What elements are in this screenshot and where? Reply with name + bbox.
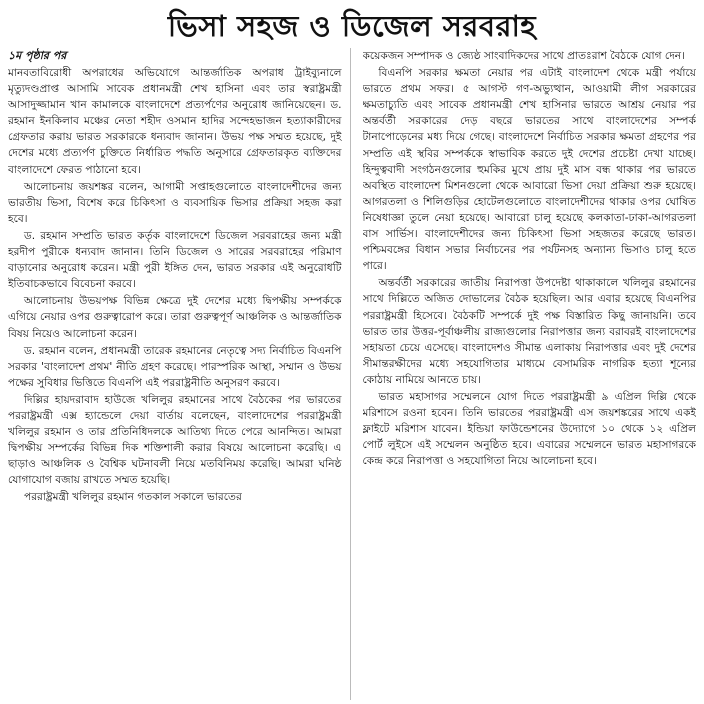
- paragraph: বিএনপি সরকার ক্ষমতা নেয়ার পর এটাই বাংলাদেশ থেকে মন্ত্রী পর্যায়ে ভারতে প্রথম সফর। ৫ আগস্ট গণ-অভ্যুত্থান, আওয়ামী লীগ সরকারের ক্ষমতাচ্যুতি এবং সাবেক প্রধানমন্ত্রী শেখ হাসিনার ভারতে আশ্রয় নেয়ার পর অন্তর্বর্তী সরকারের দেড় বছরে ভারতের সাথে বাংলাদেশের সম্পর্ক টানাপোড়েনের মধ্য দিয়ে গেছে। বাংলাদেশে নির্বাচিত সরকার ক্ষমতা গ্রহণের পর সম্প্রতি এই স্থবির সম্পর্ককে স্বাভাবিক করতে দুই দেশের প্রচেষ্টা দেখা যাচ্ছে। হিন্দুত্ববাদী সংগঠনগুলোর হুমকির মুখে প্রায় দুই মাস বন্ধ থাকার পর ভারতে অবস্থিত বাংলাদেশ মিশনগুলো থেকে আবারো ভিসা দেয়া প্রক্রিয়া শুরু হয়েছে। আগরতলা ও শিলিগুড়ির হোটেলগুলোতে বাংলাদেশীদের থাকার ওপর ঘোষিত নিষেধাজ্ঞা তুলে নেয়া হয়েছে। আবারো চালু হয়েছে কলকাতা-ঢাকা-আগরতলা বাস সার্ভিস। বাংলাদেশীদের জন্য চিকিৎসা ভিসা সহজতর করেছে ভারত। পশ্চিমবঙ্গের বিধান সভার নির্বাচনের পর পর্যটনসহ অন্যান্য ভিসাও চালু হতে পারে।: [362, 67, 696, 273]
- paragraph: অন্তর্বর্তী সরকারের জাতীয় নিরাপত্তা উপদেষ্টা থাকাকালে খলিলুর রহমানের সাথে দিল্লিতে অজিত দোভালের বৈঠক হয়েছিল। আর এবার হয়েছে বিএনপির পররাষ্ট্রমন্ত্রী হিসেবে। বৈঠকটি সম্পর্কে দুই পক্ষ বিস্তারিত কিছু জানায়নি। তবে ভারত তার উত্তর-পূর্বাঞ্চলীয় রাজ্যগুলোর নিরাপত্তার জন্য বরাবরই বাংলাদেশের সহায়তা চেয়ে এসেছে। বাংলাদেশও সীমান্ত এলাকায় নিরাপত্তার এবং দুই দেশের সীমান্তরক্ষীদের মধ্যে সহযোগিতার মাধ্যমে বেসামরিক নাগরিক হত্যা শূন্যের কোঠায় নামিয়ে আনতে চায়।: [362, 277, 696, 386]
- paragraph: ড. রহমান সম্প্রতি ভারত কর্তৃক বাংলাদেশে ডিজেল সরবরাহের জন্য মন্ত্রী হরদীপ পুরীকে ধন্যবাদ জানান। তিনি ডিজেল ও সারের সরবরাহের পরিমাণ বাড়ানোর অনুরোধ করেন। মন্ত্রী পুরী ইঙ্গিত দেন, ভারত সরকার এই অনুরোধটি ইতিবাচকভাবে বিবেচনা করবে।: [8, 229, 342, 291]
- left-column: [8, 48, 351, 700]
- paragraph: আলোচনায় উভয়পক্ষ বিভিন্ন ক্ষেত্রে দুই দেশের মধ্যে দ্বিপক্ষীয় সম্পর্ককে এগিয়ে নেয়ার ওপর গুরুত্বারোপ করে। তারা গুরুত্বপূর্ণ আঞ্চলিক ও আন্তর্জাতিক বিষয় নিয়েও আলোচনা করেন।: [8, 295, 342, 340]
- paragraph: আলোচনায় জয়শঙ্কর বলেন, আগামী সপ্তাহগুলোতে বাংলাদেশীদের জন্য ভারতীয় ভিসা, বিশেষ করে চিকিৎসা ও ব্যবসায়িক ভিসার প্রক্রিয়া সহজ করা হবে।: [8, 180, 342, 225]
- right-column: [363, 48, 697, 700]
- paragraph: মানবতাবিরোধী অপরাধের অভিযোগে আন্তর্জাতিক অপরাধ ট্রাইব্যুনালে মৃত্যুদণ্ডপ্রাপ্ত আসামি সাবেক প্রধানমন্ত্রী শেখ হাসিনা এবং তার স্বরাষ্ট্রমন্ত্রী আসাদুজ্জামান খান কামালকে বাংলাদেশে প্রত্যর্পণের অনুরোধ জানিয়েছেন। ড. রহমান ইনকিলাব মঞ্চের নেতা শহীদ ওসমান হাদির সন্দেহভাজন হত্যাকারীদের গ্রেফতার করায় ভারত সরকারকে ধন্যবাদ জানান। উভয় পক্ষ সম্মত হয়েছে, দুই দেশের মধ্যে প্রত্যর্পণ চুক্তিতে নির্ধারিত পদ্ধতি অনুসারে গ্রেফতারকৃত ব্যক্তিদের বাংলাদেশে ফেরত পাঠানো হবে।: [8, 67, 342, 176]
- article-body: [8, 48, 696, 700]
- headline: ভিসা সহজ ও ডিজেল সরবরাহ: [167, 9, 537, 43]
- paragraph: পররাষ্ট্রমন্ত্রী খলিলুর রহমান গতকাল সকালে ভারতের: [24, 491, 242, 504]
- paragraph: ভারত মহাসাগর সম্মেলনে যোগ দিতে পররাষ্ট্রমন্ত্রী ৯ এপ্রিল দিল্লি থেকে মরিশাসে রওনা হবেন। তিনি ভারতের পররাষ্ট্রমন্ত্রী এস জয়শঙ্করের সাথে একই ফ্লাইটে মরিশাস যাবেন। ইন্ডিয়া ফাউন্ডেশনের উদ্যোগে ১০ থেকে ১২ এপ্রিল পোর্ট লুইসে এই সম্মেলন অনুষ্ঠিত হবে। এবারের সম্মেলনে ভারত মহাসাগরকে কেন্দ্র করে নিরাপত্তা ও সহযোগিতা নিয়ে আলোচনা হবে।: [362, 390, 696, 468]
- continued-from-page-marker: ১ম পৃষ্ঠার পর: [8, 49, 67, 62]
- paragraph: দিল্লির হায়দরাবাদ হাউজে খলিলুর রহমানের সাথে বৈঠকের পর ভারতের পররাষ্ট্রমন্ত্রী এক্স হ্যান্ডেলে দেয়া বার্তায় বলেছেন, বাংলাদেশের পররাষ্ট্রমন্ত্রী খলিলুর রহমান ও তার প্রতিনিধিদলকে আতিথ্য দিতে পেরে আনন্দিত। আমরা দ্বিপক্ষীয় সম্পর্কের বিভিন্ন দিক শক্তিশালী করার বিষয়ে আলোচনা করেছি। এ ছাড়াও আঞ্চলিক ও বৈশ্বিক ঘটনাবলী নিয়ে মতবিনিময় করেছি। আমরা ঘনিষ্ঠ যোগাযোগ বজায় রাখতে সম্মত হয়েছি।: [8, 393, 342, 487]
- paragraph: কয়েকজন সম্পাদক ও জ্যেষ্ঠ সাংবাদিকদের সাথে প্রাতঃরাশ বৈঠকে যোগ দেন।: [362, 50, 685, 62]
- paragraph: ড. রহমান বলেন, প্রধানমন্ত্রী তারেক রহমানের নেতৃত্বে সদ্য নির্বাচিত বিএনপি সরকার 'বাংলাদেশ প্রথম' নীতি গ্রহণ করেছে। পারস্পরিক আস্থা, সম্মান ও উভয় পক্ষের সুবিধার ভিত্তিতে বিএনপি এই পররাষ্ট্রনীতি অনুসরণ করবে।: [8, 344, 342, 389]
